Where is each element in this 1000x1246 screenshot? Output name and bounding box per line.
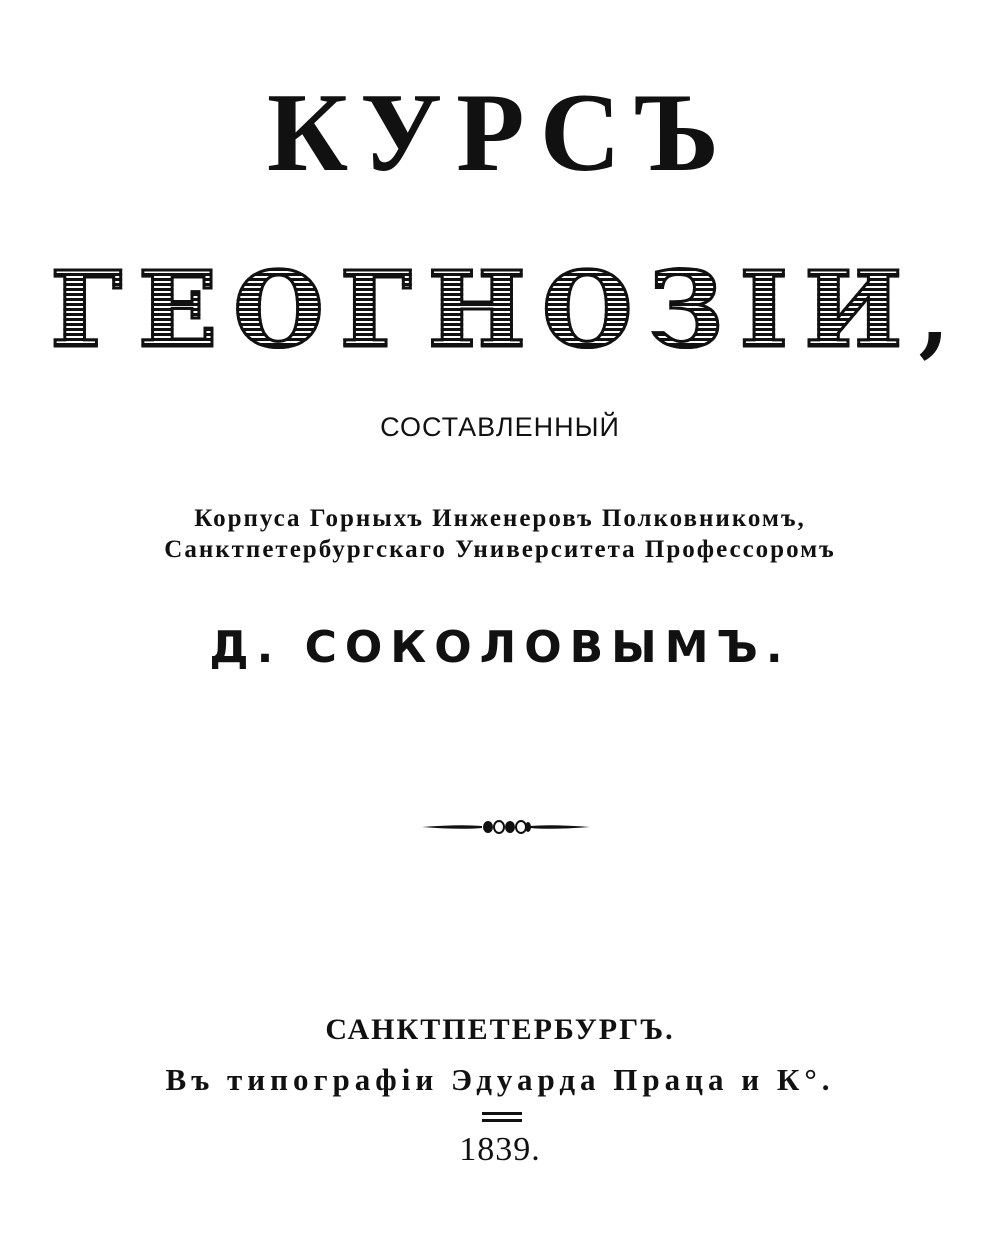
imprint-city: САНКТПЕТЕРБУРГЪ.: [325, 1013, 675, 1046]
imprint-press: Въ типографіи Эдуарда Праца и К°.: [165, 1062, 835, 1097]
book-title-line2: [0, 245, 1000, 407]
author-name: Д. СОКОЛОВЫМЪ.: [209, 622, 791, 673]
book-title-line2-word: ГЕОГНОЗІИ: [50, 248, 919, 371]
author-rank-line1: Корпуса Горныхъ Инженеровъ Полковникомъ,: [194, 505, 806, 532]
imprint-year: 1839.: [459, 1131, 541, 1168]
book-title-line2-punct: ,: [918, 262, 950, 368]
compiled-by-label: СОСТАВЛЕННЫЙ: [380, 412, 620, 442]
double-rule-divider: [482, 1112, 522, 1124]
author-rank-line2: Санктпетербургскаго Университета Профессоромъ: [164, 536, 836, 563]
book-title-line1: КУРСЪ: [266, 71, 734, 195]
ornament-divider-icon: [420, 815, 592, 839]
